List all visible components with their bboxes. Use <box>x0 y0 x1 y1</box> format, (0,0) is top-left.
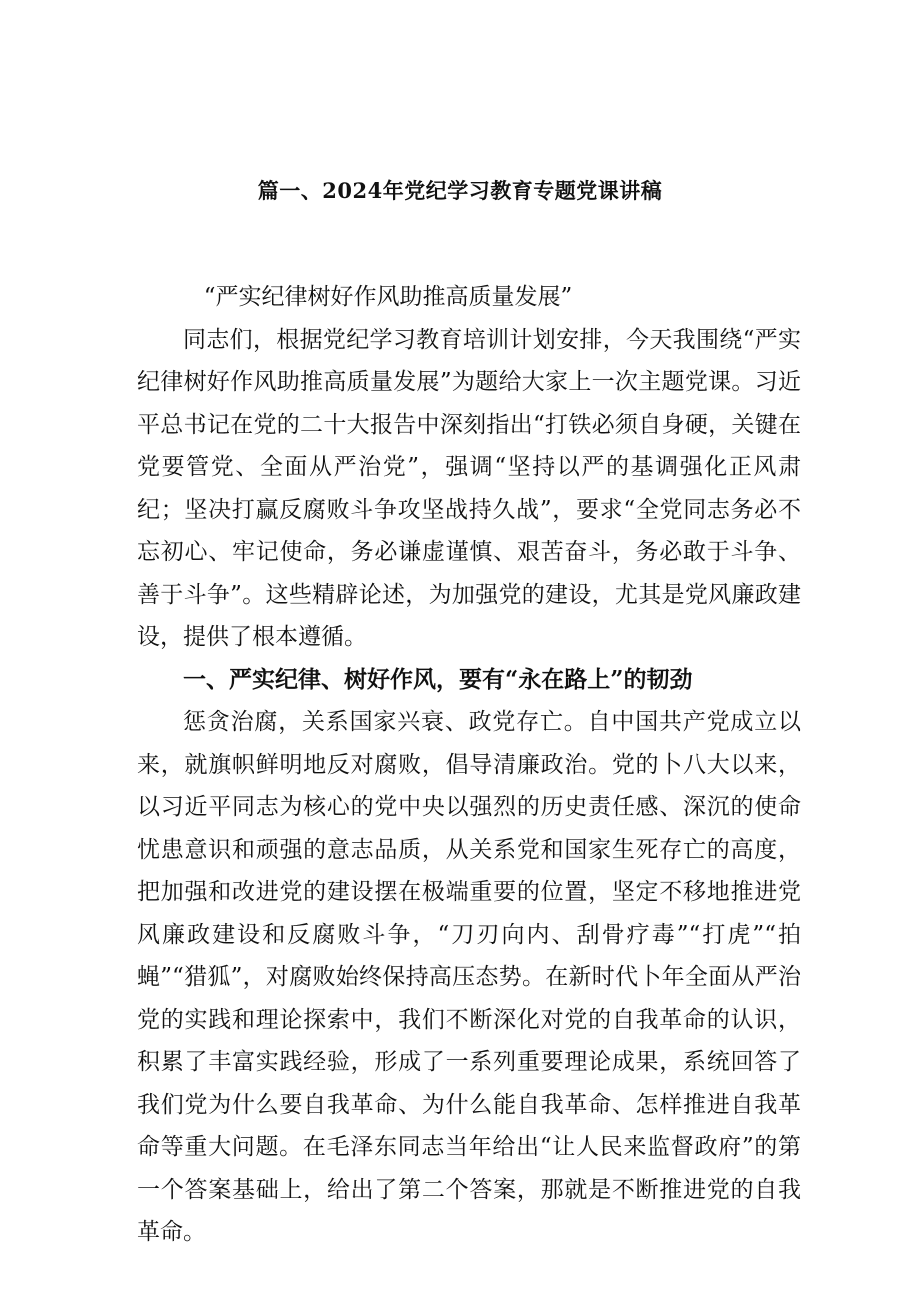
intro-paragraph: 同志们，根据党纪学习教育培训计划安排，今天我围绕“严实纪律树好作风助推高质量发展”为题给大家上一次主题党课。习近平总书记在党的二十大报告中深刻指出“打铁必须自身硬，关键在党要管党、全面从严治党”，强调“坚持以严的基调强化正风肃纪；坚决打赢反腐败斗争攻坚战持久战”，要求“全党同志务必不忘初心、牢记使命，务必谦虚谨慎、艰苦奋斗，务必敢于斗争、善于斗争”。这些精辟论述，为加强党的建设，尤其是党风廉政建设，提供了根本遵循。 <box>137 326 801 650</box>
document-body <box>137 276 801 1254</box>
section-heading: 一、严实纪律、树好作风，要有“永在路上”的韧劲 <box>183 665 693 693</box>
document-title: 篇一、2024年党纪学习教育专题党课讲稿 <box>257 178 663 203</box>
speech-subtitle: “严实纪律树好作风助推高质量发展” <box>203 284 573 310</box>
section-paragraph: 惩贪治腐，关系国家兴衰、政党存亡。自中国共产党成立以来，就旗帜鲜明地反对腐败，倡导清廉政治。党的卜八大以来，以习近平同志为核心的党中央以强烈的历史责任感、深沉的使命忧患意识和顽强的意志品质，从关系党和国家生死存亡的高度，把加强和改进党的建设摆在极端重要的位置，坚定不移地推进党风廉政建设和反腐败斗争，“刀刃向内、刮骨疗毒”“打虎”“拍蝇”“猎狐”，对腐败始终保持高压态势。在新时代卜年全面从严治党的实践和理论探索中，我们不断深化对党的自我革命的认识，积累了丰富实践经验，形成了一系列重要理论成果，系统回答了我们党为什么要自我革命、为什么能自我革命、怎样推进自我革命等重大问题。在毛泽东同志当年给出“让人民来监督政府”的第一个答案基础上，给出了第二个答案，那就是不断推进党的自我革命。 <box>137 709 801 1245</box>
